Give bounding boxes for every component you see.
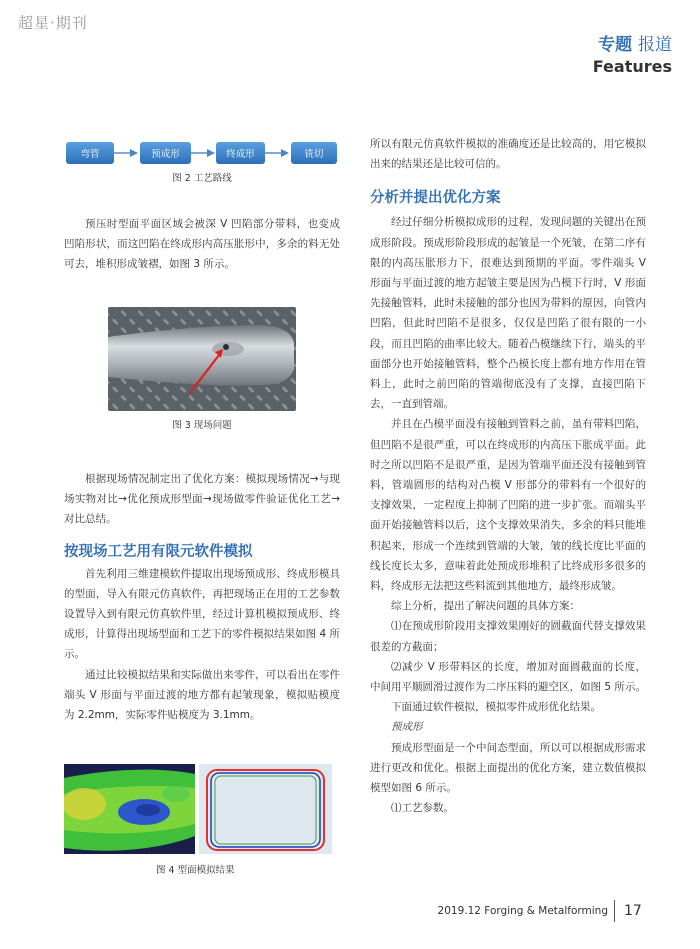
- left-paragraph-2: 根据现场情况制定出了优化方案：模拟现场情况→与现场实物对比→优化预成形型面→现场做零件验证优化工艺→对比总结。: [64, 473, 340, 526]
- right-paragraph-1: 经过仔细分析模拟成形的过程，发现问题的关键出在预成形阶段。预成形阶段形成的起皱是一个死皱，在第二序有限的内高压胀形力下，很难达到预期的平面。零件端头 V 形面与平面过渡的地方起皱主要是因为凸模下行时，V 形面先接触管料，此时未接触的部分也因为带料的原因，向管内凹陷，但此时凹陷不是很多，仅仅是凹陷了很有限的一小段，而且凹陷的曲率比较大。随着凸模继续下行，端头的平面部分也开始接触管料，整个凸模长度上都有地方作用在管料上，此时之前凹陷的管端彻底没有了支撑，直接凹陷下去，一直到管端。: [370, 216, 646, 411]
- process-route-diagram: [64, 137, 340, 169]
- page-number: 17: [624, 903, 642, 919]
- journal-brand: 超星·期刊: [18, 14, 88, 32]
- right-heading-analysis: 分析并提出优化方案: [370, 190, 501, 207]
- left-column-bottom: [64, 469, 340, 725]
- footer-divider: [614, 900, 615, 922]
- right-paragraph-3: 综上分析，提出了解决问题的具体方案：: [391, 600, 580, 613]
- right-paragraph-9: ⑴工艺参数。: [391, 802, 454, 815]
- fig3-photo: [108, 307, 296, 411]
- flow-step-4-label: 铣切: [304, 149, 324, 160]
- left-paragraph-1: 预压时型面平面区域会被深 V 凹陷部分带料，也变成凹陷形状，而这凹陷在终成形内高压胀形中，多余的料无处可去，堆积形成皱褶，如图 3 所示。: [64, 218, 340, 271]
- fig4-caption: 图 4 型面模拟结果: [156, 865, 235, 876]
- flow-step-3-label: 终成形: [226, 149, 255, 160]
- left-heading-simulation: 按现场工艺用有限元软件模拟: [64, 543, 253, 560]
- fig3-photo-image: [108, 307, 296, 411]
- flow-step-2: [140, 142, 191, 164]
- section-title-bold: 专题: [598, 35, 633, 55]
- left-paragraph-3: 首先利用三维建模软件提取出现场预成形、终成形模具的型面，导入有限元仿真软件，再把现场正在用的工艺参数设置导入到有限元仿真软件里，经过计算机模拟预成形、终成形，计算得出现场型面和工艺下的零件模拟结果如图 4 所示。: [64, 567, 340, 661]
- left-paragraph-4: 通过比较模拟结果和实际做出来零件，可以看出在零件端头 V 形面与平面过渡的地方都有起皱现象，模拟贴模度为 2.2mm，实际零件贴模度为 3.1mm。: [64, 668, 340, 722]
- process-route-figure: [64, 137, 340, 169]
- flow-step-1-label: 弯管: [80, 149, 100, 160]
- fig4-simulation-right-image: [199, 764, 332, 854]
- fig4-simulation-left-image: [64, 764, 195, 854]
- section-title: [593, 30, 672, 55]
- flow-step-3: [216, 142, 265, 164]
- flow-step-4: [291, 142, 337, 164]
- footer-issue-text: 2019.12 Forging & Metalforming: [437, 905, 608, 917]
- right-subheading-preform: 预成形: [391, 721, 423, 734]
- right-paragraph-6: 下面通过软件模拟，模拟零件成形优化结果。: [391, 701, 601, 714]
- section-title-light: 报道: [638, 35, 672, 55]
- fig3-caption: 图 3 现场问题: [172, 420, 232, 431]
- fig4-simulation-right: [199, 764, 332, 854]
- flow-step-1: [66, 142, 114, 164]
- section-title-en: Features: [592, 57, 672, 76]
- left-column-top: [64, 214, 340, 275]
- right-column: [370, 134, 646, 819]
- right-paragraph-8: 预成形型面是一个中间态型面，所以可以根据成形需求进行更改和优化。根据上面提出的优化方案，建立数值模拟模型如图 6 所示。: [370, 741, 646, 795]
- section-header: [593, 30, 672, 76]
- right-paragraph-2: 并且在凸模平面没有接触到管料之前，虽有带料凹陷，但凹陷不是很严重，可以在终成形的内高压下胀成平面。此时之所以凹陷不是很严重，是因为管端平面还没有接触到管料，管端圆形的结构对凸模 V 形部分的带料有一个很好的支撑效果，一定程度上抑制了凹陷的进一步扩张。而端头平面开始接触管料以后，这个支撑效果消失，多余的料只能堆积起来，形成一个连续到管端的大皱，皱的线长度比平面的线长度长太多，意味着此处预成形堆积了比终成形多很多的料，终成形无法把这些料流到其他地方，最终形成皱。: [370, 418, 646, 593]
- fig4-simulation-left: [64, 764, 195, 854]
- right-paragraph-4: ⑴在预成形阶段用支撑效果刚好的圆截面代替支撑效果很差的方截面；: [370, 620, 646, 653]
- right-paragraph-5: ⑵减少 V 形带料区的长度，增加对面圆截面的长度，中间用平顺圆滑过渡作为二序压料的避空区，如图 5 所示。: [370, 660, 646, 694]
- right-paragraph-0: 所以有限元仿真软件模拟的准确度还是比较高的，用它模拟出来的结果还是比较可信的。: [370, 138, 646, 171]
- footer-issue: [438, 905, 608, 917]
- fig2-caption: 图 2 工艺路线: [172, 173, 232, 184]
- flow-step-2-label: 预成形: [151, 149, 180, 160]
